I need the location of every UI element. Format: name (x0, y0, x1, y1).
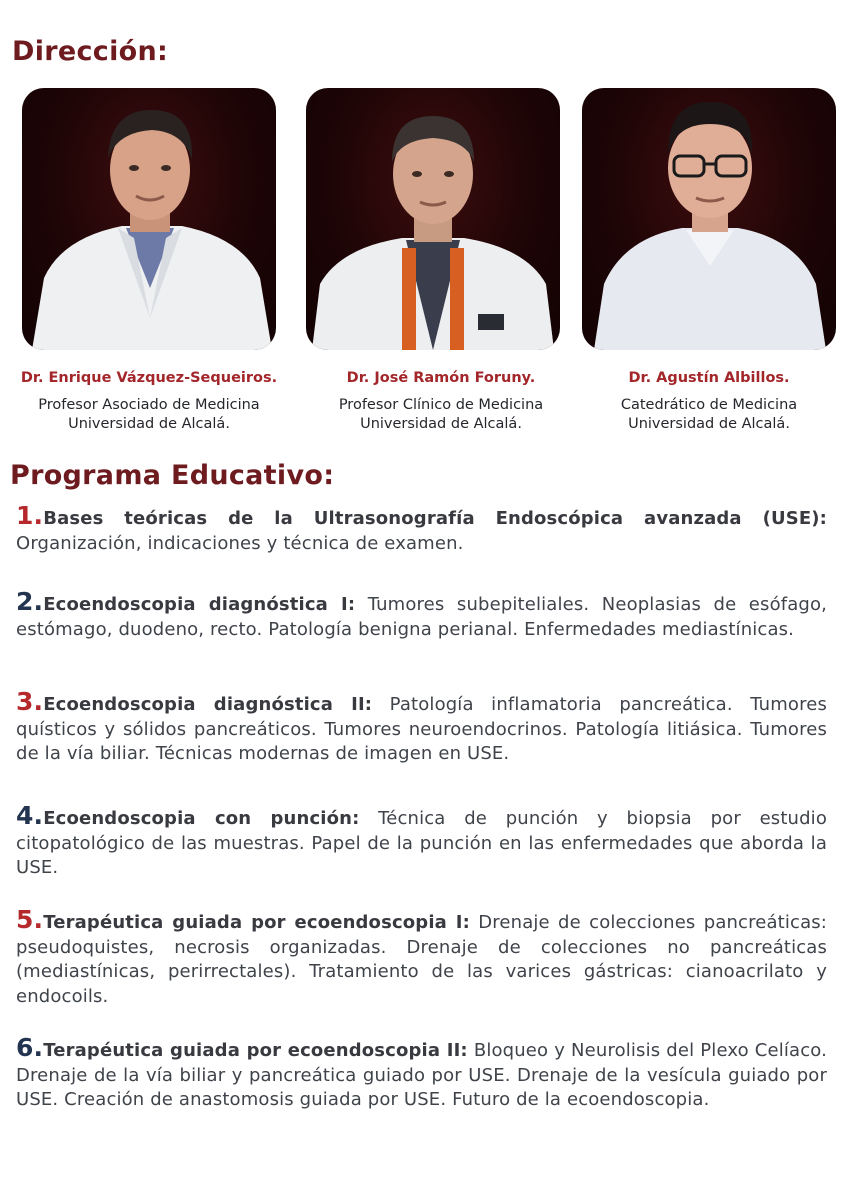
item-text: Patología inflamatoria pancreática. Tumores quísticos y sólidos pancreáticos. Tumores neuroendocrinos. Patología litiásica. Tumores de la vía biliar. Técnicas modernas de imagen en USE. (16, 694, 827, 764)
item-title: Terapéutica guiada por ecoendoscopia II: (43, 1040, 468, 1061)
director-card-1 (0, 368, 298, 434)
director-role (586, 396, 832, 434)
item-title: Ecoendoscopia con punción: (43, 808, 360, 829)
director-role-line1: Catedrático de Medicina (620, 397, 798, 413)
portrait-photo-1 (22, 88, 276, 350)
item-number: 1. (16, 501, 44, 530)
program-item-6 (16, 1033, 827, 1113)
director-role-line2: Universidad de Alcalá. (68, 416, 230, 432)
director-card-2 (296, 368, 586, 434)
portrait-photo-2 (306, 88, 560, 350)
item-title: Ecoendoscopia diagnóstica I: (43, 594, 356, 615)
director-role (0, 396, 298, 434)
director-role-line1: Profesor Asociado de Medicina (38, 397, 260, 413)
director-card-3 (586, 368, 832, 434)
item-title: Bases teóricas de la Ultrasonografía Endoscópica avanzada (USE): (43, 508, 827, 529)
program-item-2 (16, 587, 828, 642)
item-text: Drenaje de colecciones pancreáticas: pseudoquistes, necrosis organizadas. Drenaje de colecciones no pancreáticas (mediastínicas, perirrectales). Tratamiento de las varices gástricas: cianoacrilato y endocoils. (16, 912, 827, 1007)
item-number: 2. (16, 587, 44, 616)
director-role-line2: Universidad de Alcalá. (628, 416, 790, 432)
item-text: Tumores subepiteliales. Neoplasias de esófago, estómago, duodeno, recto. Patología benigna perianal. Enfermedades mediastínicas. (16, 594, 828, 640)
item-number: 6. (16, 1033, 44, 1062)
item-text: Organización, indicaciones y técnica de examen. (16, 532, 464, 554)
director-role-line2: Universidad de Alcalá. (360, 416, 522, 432)
item-text: Técnica de punción y biopsia por estudio citopatológico de las muestras. Papel de la punción en las enfermedades que aborda la USE. (16, 808, 827, 878)
item-title: Ecoendoscopia diagnóstica II: (43, 694, 373, 715)
item-text: Bloqueo y Neurolisis del Plexo Celíaco. Drenaje de la vía biliar y pancreática guiado por USE. Drenaje de la vesícula guiado por USE. Creación de anastomosis guiada por USE. Futuro de la ecoendoscopia. (16, 1040, 827, 1110)
programa-heading: Programa Educativo: (10, 460, 335, 491)
director-name: Dr. José Ramón Foruny. (346, 370, 536, 386)
program-item-1 (16, 501, 827, 556)
item-number: 4. (16, 801, 44, 830)
program-item-5 (16, 905, 827, 1009)
program-item-3 (16, 687, 827, 767)
program-item-4 (16, 801, 827, 881)
director-role (296, 396, 586, 434)
director-role-line1: Profesor Clínico de Medicina (338, 397, 544, 413)
director-name: Dr. Agustín Albillos. (628, 370, 790, 386)
director-name: Dr. Enrique Vázquez-Sequeiros. (20, 370, 278, 386)
item-number: 3. (16, 687, 44, 716)
direccion-heading: Dirección: (12, 36, 169, 67)
portrait-photo-3 (582, 88, 836, 350)
item-title: Terapéutica guiada por ecoendoscopia I: (43, 912, 470, 933)
item-number: 5. (16, 905, 44, 934)
